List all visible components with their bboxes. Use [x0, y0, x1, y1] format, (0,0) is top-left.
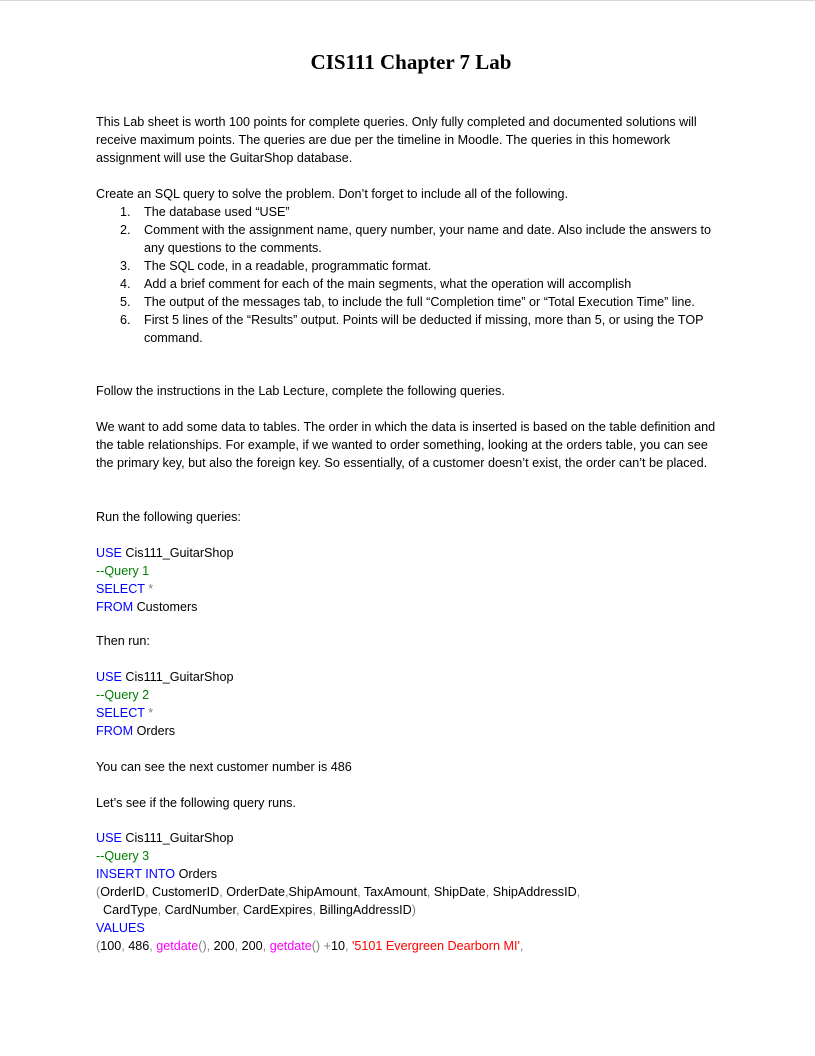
run-instruction: Run the following queries: — [96, 510, 241, 524]
requirements-section — [96, 185, 726, 347]
code-line: --Query 2 — [96, 688, 150, 702]
code-line: FROM Customers — [96, 600, 198, 614]
list-item: 3. The SQL code, in a readable, programmatic format. — [120, 259, 432, 273]
lets-see-note: Let’s see if the following query runs. — [96, 796, 296, 810]
code-line: FROM Orders — [96, 724, 176, 738]
list-item: 5. The output of the messages tab, to include the full “Completion time” or “Total Execution Time” line. — [120, 295, 695, 309]
list-item: 2. Comment with the assignment name, query number, your name and date. Also include the answers to any questions to the comments. — [120, 223, 712, 255]
next-customer-note: You can see the next customer number is 486 — [96, 760, 352, 774]
follow-instruction: Follow the instructions in the Lab Lecture, complete the following queries. — [96, 384, 505, 398]
list-item: 1. The database used “USE” — [120, 205, 290, 219]
then-run-instruction: Then run: — [96, 634, 150, 648]
list-item: 6. First 5 lines of the “Results” output. Points will be deducted if missing, more than 5, or using the TOP command. — [120, 313, 704, 345]
code-line: --Query 3 — [96, 849, 150, 863]
requirements-list — [96, 203, 726, 347]
code-line: (OrderID, CustomerID, OrderDate,ShipAmount, TaxAmount, ShipDate, ShipAddressID, — [96, 885, 581, 899]
code-line: USE Cis111_GuitarShop — [96, 670, 234, 684]
query-2-code — [96, 668, 726, 740]
code-line: (100, 486, getdate(), 200, 200, getdate() +10, '5101 Evergreen Dearborn MI', — [96, 939, 524, 953]
data-paragraph: We want to add some data to tables. The order in which the data is inserted is based on the table definition and the table relationships. For example, if we wanted to order something, looking at the orders table, you can see the primary key, but also the foreign key. So essentially, of a customer doesn’t exist, the order can’t be placed. — [96, 420, 716, 470]
code-line: SELECT * — [96, 582, 154, 596]
create-instruction: Create an SQL query to solve the problem. Don’t forget to include all of the following. — [96, 187, 569, 201]
query-1-code — [96, 544, 726, 616]
top-border-line — [0, 0, 815, 1]
query-3-code — [96, 829, 726, 955]
code-line: VALUES — [96, 921, 145, 935]
code-line: SELECT * — [96, 706, 154, 720]
code-line: INSERT INTO Orders — [96, 867, 218, 881]
code-line: --Query 1 — [96, 564, 150, 578]
code-line: CardType, CardNumber, CardExpires, BillingAddressID) — [103, 903, 416, 917]
code-line: USE Cis111_GuitarShop — [96, 546, 234, 560]
code-line: USE Cis111_GuitarShop — [96, 831, 234, 845]
intro-paragraph: This Lab sheet is worth 100 points for complete queries. Only fully completed and documented solutions will receive maximum points. The queries are due per the timeline in Moodle. The queries in this homework assignment will use the GuitarShop database. — [96, 115, 697, 165]
page-title: CIS111 Chapter 7 Lab — [310, 50, 512, 74]
list-item: 4. Add a brief comment for each of the main segments, what the operation will accomplish — [120, 277, 632, 291]
